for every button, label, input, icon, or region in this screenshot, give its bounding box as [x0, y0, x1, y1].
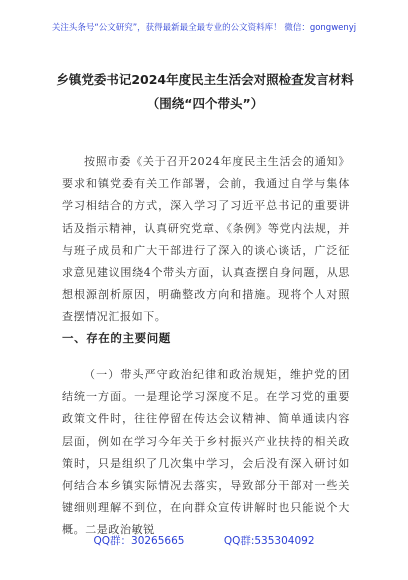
- document-title: 乡镇党委书记2024年度民主生活会对照检查发言材料（围绕“四个带头”）: [56, 72, 354, 111]
- footer-qq-group-1: QQ群：30265665: [93, 535, 185, 547]
- intro-paragraph: 按照市委《关于召开2024年度民主生活会的通知》要求和镇党委有关工作部署，会前，我通过自学与集体学习相结合的方式，深入学习了习近平总书记的重要讲话及指示精神，认真研究党章、《条例》等党内法规，并与班子成员和广大干部进行了深入的谈心谈话，广泛征求意见建议围绕4个带头方面，认真查摆自身问题，从思想根源剖析原因，明确整改方向和措施。现将个人对照查摆情况汇报如下。: [62, 155, 350, 324]
- footer: [0, 533, 408, 548]
- header-banner: 关注头条号“公文研究”，获得最新最全最专业的公文资料库！ 微信：gongwenyj: [51, 23, 357, 33]
- section-heading: 一、存在的主要问题: [62, 331, 171, 345]
- footer-qq-group-2: QQ群:535304092: [223, 535, 315, 547]
- section-paragraph: （一）带头严守政治纪律和政治规矩，维护党的团结统一方面。一是理论学习深度不足。在学习党的重要政策文件时，往往停留在传达会议精神、简单通读内容层面，例如在学习今年关于乡村振兴产业扶持的相关政策时，只是组织了几次集中学习，会后没有深入研讨如何结合本乡镇实际情况去落实，导致部分干部对一些关键细则理解不到位，在向群众宣传讲解时也只能说个大概。二是政治敏锐: [62, 368, 350, 537]
